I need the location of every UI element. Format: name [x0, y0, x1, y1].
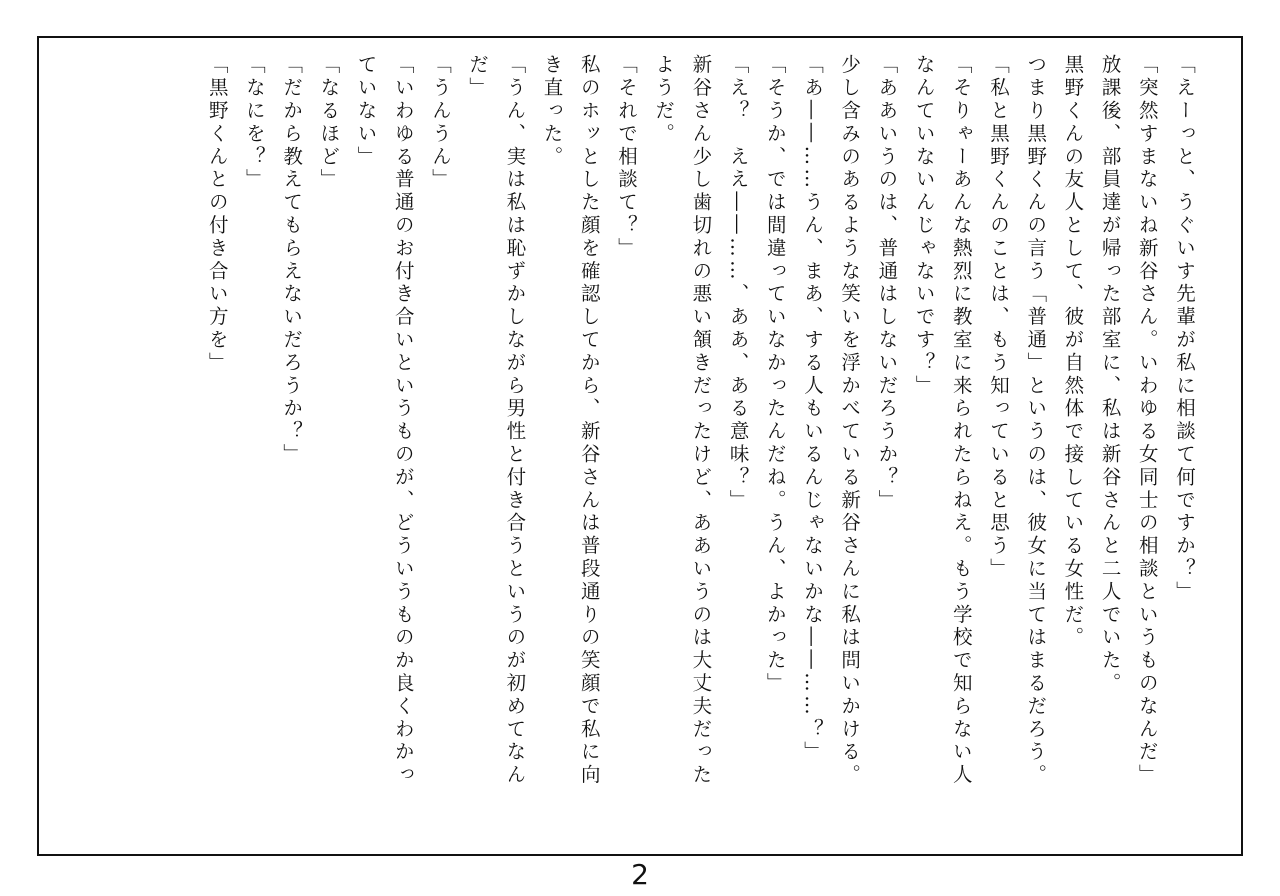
text-line: 「えーっと、うぐいす先輩が私に相談て何ですか？」 — [1173, 54, 1196, 604]
text-line: ていない」 — [354, 54, 378, 169]
text-line: 私のホッとした顔を確認してから、新谷さんは普段通りの笑顔で私に向 — [577, 54, 601, 787]
text-line: 「黒野くんとの付き合い方を」 — [205, 54, 229, 375]
text-line: 「え？ ええ――……、ああ、ある意味？」 — [726, 54, 750, 512]
text-line: 「うん、実は私は恥ずかしながら男性と付き合うというのが初めてなん — [503, 54, 527, 787]
text-line: 黒野くんの友人として、彼が自然体で接している女性だ。 — [1061, 54, 1085, 650]
text-line: だ」 — [466, 54, 490, 100]
text-line: き直った。 — [540, 54, 564, 169]
text-line: 「私と黒野くんのことは、もう知っていると思う」 — [986, 54, 1010, 581]
page-number: 2 — [631, 858, 649, 891]
text-line: 「だから教えてもらえないだろうか？」 — [280, 54, 304, 467]
vertical-text-body — [63, 54, 1203, 844]
text-line: ようだ。 — [652, 54, 676, 146]
text-line: 「いわゆる普通のお付き合いというものが、どういうものか良くわかっ — [391, 54, 415, 787]
text-line: 「なるほど」 — [317, 54, 341, 192]
text-line: 「突然すまないね新谷さん。いわゆる女同士の相談というものなんだ」 — [1135, 54, 1159, 787]
text-line: 「なにを？」 — [242, 54, 266, 192]
text-line: 「そりゃーあんな熱烈に教室に来られたらねえ。もう学校で知らない人 — [949, 54, 973, 787]
text-line: 「ああいうのは、普通はしないだろうか？」 — [875, 54, 899, 512]
text-line: 「そうか、では間違っていなかったんだね。うん、よかった」 — [763, 54, 787, 696]
text-frame — [37, 36, 1243, 856]
text-line: 少し含みのあるような笑いを浮かべている新谷さんに私は問いかける。 — [838, 54, 862, 787]
text-line: 「それで相談て？」 — [614, 54, 638, 261]
text-line: 「うんうん」 — [428, 54, 452, 192]
text-line: つまり黒野くんの言う「普通」というのは、彼女に当てはまるだろう。 — [1024, 54, 1048, 787]
text-line: 「あ――……うん、まあ、する人もいるんじゃないかな――……？」 — [800, 54, 824, 764]
text-line: 新谷さん少し歯切れの悪い頷きだったけど、ああいうのは大丈夫だった — [689, 54, 713, 787]
text-line: 放課後、部員達が帰った部室に、私は新谷さんと二人でいた。 — [1098, 54, 1122, 696]
text-line: なんていないんじゃないです？」 — [912, 54, 936, 398]
